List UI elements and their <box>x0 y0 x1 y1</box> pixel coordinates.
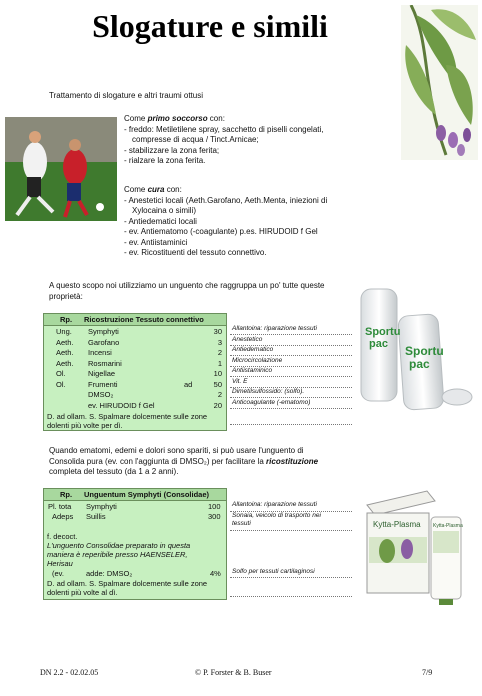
table-cell-qty: 100 <box>208 502 221 511</box>
table-decoct: f. decoct. <box>47 532 78 541</box>
kytta-tube-brand: Kytta-Plasma <box>433 523 463 529</box>
table-cell-unit: Ung. <box>56 327 72 336</box>
table-footer-line: dolenti più volte al dì. <box>47 588 118 597</box>
care-item: - Antiedematici locali <box>124 216 197 226</box>
care-lead-pre: Come <box>124 185 148 194</box>
first-aid-item: - stabilizzare la zona ferita; <box>124 145 220 155</box>
table-note: Sonaia, veicolo di trasporto nei <box>232 512 321 519</box>
kytta-plasma-product-photo <box>357 487 475 607</box>
kytta-box-brand: Kytta-Plasma <box>373 520 421 529</box>
dotted-line <box>230 376 352 377</box>
paragraph-2-emphasis: ricostituzione <box>266 456 319 466</box>
sportupac-brand-top: Sportu <box>365 326 401 338</box>
table-cell-qty: 10 <box>213 369 222 378</box>
table-note-line: maniera è reperibile presso HAENSELER, <box>47 550 188 559</box>
table-cell-name: Rosmarini <box>88 358 122 368</box>
footer-center: © P. Forster & B. Buser <box>195 668 272 677</box>
comfrey-illustration <box>401 5 478 160</box>
table-cell-name: Frumenti <box>88 379 118 389</box>
table-cell-name: Garofano <box>88 337 120 347</box>
table-cell-qty: 50 <box>213 379 222 389</box>
intro-text: Trattamento di slogature e altri traumi ottusi <box>49 91 203 100</box>
table-cell-unit: Pl. tota <box>48 502 72 511</box>
table-header-rp: Rp. <box>60 315 73 324</box>
table-cell-ad: ad <box>184 379 193 389</box>
care-item: Xylocaina o simili) <box>132 206 197 215</box>
paragraph-1-line: A questo scopo noi utilizziamo un unguento che raggruppa un po' tutte queste <box>49 281 325 290</box>
care-item: - ev. Antiematomo (-coagulante) p.es. HIRUDOID f Gel <box>124 227 318 236</box>
recipe-table-2 <box>43 488 227 600</box>
paragraph-2 <box>49 446 318 478</box>
first-aid-lead-emphasis: primo soccorso <box>147 114 208 123</box>
care-item: - ev. Ricostituenti del tessuto connettivo. <box>124 248 267 257</box>
first-aid-lead-post: con: <box>207 114 225 123</box>
first-aid-item: - rialzare la zona ferita. <box>124 156 206 165</box>
table-cell-name: Nigellae <box>88 369 116 378</box>
table-cell-unit: Aeth. <box>56 358 74 368</box>
dotted-line <box>230 530 352 531</box>
table-footer-line: dolenti più volte per dì. <box>47 421 123 430</box>
table-cell-unit: Aeth. <box>56 337 74 347</box>
table-note: Vit. E <box>232 377 248 385</box>
paragraph-2-line: Quando ematomi, edemi e dolori sono spariti, si può usare l'unguento di <box>49 446 304 455</box>
dotted-line <box>230 577 352 578</box>
table-note-line: L'unguento Consolidae preparato in questa <box>47 541 191 550</box>
table-cell-name: DMSO₂ <box>88 390 114 399</box>
table-cell-unit: Ol. <box>56 379 66 389</box>
table-cell-qty: 1 <box>217 358 222 368</box>
table-cell-name: adde: DMSO₂ <box>86 569 133 578</box>
table-cell-name: Suillis <box>86 512 106 521</box>
table-note: Allantoina: riparazione tessuti <box>232 501 317 508</box>
table-cell-unit: Adeps <box>52 512 74 521</box>
care-block <box>124 185 327 259</box>
dotted-line <box>230 596 352 597</box>
table-cell-name: ev. HIRUDOID f Gel <box>88 400 155 410</box>
table-header-title: Ricostruzione Tessuto connettivo <box>84 315 204 324</box>
first-aid-lead <box>124 114 324 125</box>
table-footer-line: D. ad ollam. S. Spalmare dolcemente sulle zone <box>47 412 208 421</box>
first-aid-item: - freddo: Metiletilene spray, sacchetto di piselli congelati, <box>124 124 324 134</box>
table-cell-unit: Ol. <box>56 369 66 378</box>
table-cell-name: Incensi <box>88 348 112 357</box>
care-item: - ev. Antiistaminici <box>124 237 188 247</box>
care-item: - Anestetici locali (Aeth.Garofano, Aeth.Menta, iniezioni di <box>124 195 328 205</box>
sportupac-product-photo <box>357 285 475 413</box>
paragraph-2-line <box>49 457 318 468</box>
table-cell-qty: 2 <box>217 390 222 399</box>
first-aid-item: compresse di acqua / Tinct.Arnicae; <box>132 135 259 144</box>
paragraph-1 <box>49 281 325 302</box>
table-note: Dimetilsulfossido: (solfo). <box>232 388 305 395</box>
care-lead-post: con: <box>164 185 182 194</box>
recipe-table-1-header <box>44 314 226 326</box>
table-cell-unit: Aeth. <box>56 348 74 357</box>
table-cell-qty: 2 <box>217 348 222 357</box>
sportupac-brand-bottom: pac <box>409 357 430 371</box>
table-note: Solfo per tessuti cartilaginosi <box>232 568 315 575</box>
page-title: Slogature e simili <box>92 8 328 44</box>
table-cell-qty: 4% <box>210 569 221 578</box>
table-note: Microcircolazione <box>232 356 283 364</box>
table-cell-name: Symphyti <box>88 327 119 336</box>
soccer-photo <box>5 117 117 221</box>
sportupac-brand-top: Sportu <box>405 344 444 358</box>
table-note: Antiistaminico <box>232 367 273 374</box>
care-lead <box>124 185 327 196</box>
table-header-rp: Rp. <box>60 490 73 499</box>
table-note: Allantoina: riparazione tessuti <box>232 325 317 332</box>
recipe-table-1 <box>43 313 227 431</box>
table-note: Antiedematico <box>232 346 274 353</box>
table-cell-qty: 30 <box>213 327 222 336</box>
first-aid-lead-pre: Come <box>124 114 148 123</box>
paragraph-2-line: completa del tessuto (da 1 a 2 anni). <box>49 467 179 476</box>
table-cell-name: Symphyti <box>86 502 117 511</box>
table-note: Anestetico <box>232 335 263 343</box>
dotted-line <box>230 408 352 409</box>
footer-right: 7/9 <box>422 668 433 677</box>
recipe-table-2-header <box>44 489 226 501</box>
dotted-line <box>230 424 352 425</box>
paragraph-1-line: proprietà: <box>49 291 83 301</box>
paragraph-2-text: Consolida pura (ev. con l'aggiunta di DMSO₂) per facilitare la <box>49 456 267 466</box>
first-aid-block <box>124 114 324 167</box>
table-header-title: Unguentum Symphyti (Consolidae) <box>84 490 210 499</box>
table-cell-qty: 300 <box>208 512 221 521</box>
table-cell-qty: 3 <box>217 337 222 347</box>
table-cell-unit: (ev. <box>52 569 64 578</box>
table-note: tessuti <box>232 520 251 527</box>
sportupac-brand-bottom: pac <box>369 338 388 350</box>
table-footer-line: D. ad ollam. S. Spalmare dolcemente sulle zone <box>47 579 208 588</box>
table-cell-qty: 20 <box>213 400 222 410</box>
care-lead-emphasis: cura <box>147 185 165 194</box>
footer-left: DN 2.2 - 02.02.05 <box>40 668 99 677</box>
table-note: Anticoagulante (-ematomo) <box>232 398 311 406</box>
table-note-line: Herisau <box>47 559 73 568</box>
